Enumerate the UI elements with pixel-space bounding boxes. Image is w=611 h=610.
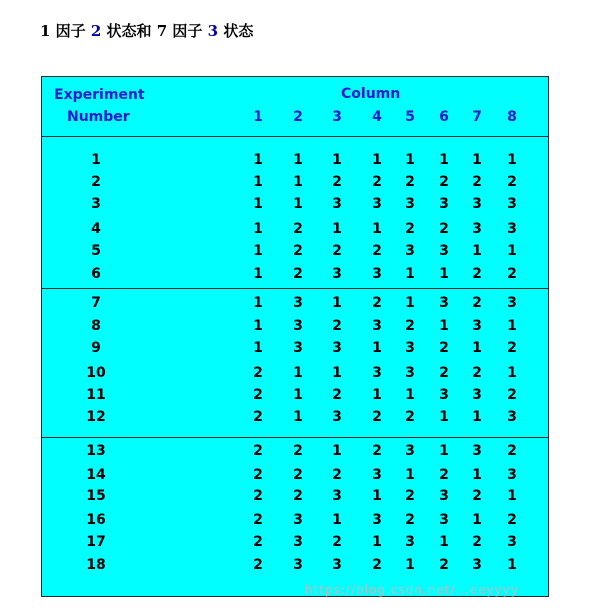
column-number-header: 4 [372,109,382,125]
level-cell: 3 [372,365,382,381]
level-cell: 3 [507,196,517,212]
level-cell: 1 [405,152,415,168]
level-cell: 1 [332,512,342,528]
level-cell: 2 [507,266,517,282]
level-cell: 3 [293,340,303,356]
level-cell: 3 [332,409,342,425]
level-cell: 1 [439,152,449,168]
experiment-number-cell: 16 [86,512,106,528]
level-cell: 1 [405,295,415,311]
column-number-header: 5 [405,109,415,125]
level-cell: 2 [439,221,449,237]
level-cell: 3 [439,295,449,311]
level-cell: 1 [472,512,482,528]
level-cell: 2 [507,443,517,459]
level-cell: 2 [439,340,449,356]
level-cell: 2 [472,295,482,311]
level-cell: 3 [405,340,415,356]
level-cell: 3 [293,295,303,311]
level-cell: 2 [253,409,263,425]
level-cell: 3 [332,557,342,573]
level-cell: 2 [253,365,263,381]
level-cell: 3 [372,467,382,483]
level-cell: 3 [293,318,303,334]
level-cell: 2 [372,295,382,311]
experiment-number-cell: 10 [86,365,106,381]
level-cell: 1 [507,152,517,168]
experiment-label: Experiment [54,87,145,103]
orthogonal-array-table [41,76,549,597]
experiment-number-cell: 14 [86,467,106,483]
level-cell: 1 [293,387,303,403]
level-cell: 2 [253,488,263,504]
group-divider-1 [42,288,548,289]
level-cell: 1 [472,340,482,356]
level-cell: 2 [332,318,342,334]
level-cell: 1 [507,488,517,504]
level-cell: 1 [372,221,382,237]
experiment-number-cell: 3 [91,196,101,212]
level-cell: 3 [405,443,415,459]
level-cell: 2 [472,365,482,381]
level-cell: 2 [372,243,382,259]
level-cell: 3 [332,340,342,356]
level-cell: 2 [332,243,342,259]
level-cell: 1 [332,443,342,459]
level-cell: 2 [439,557,449,573]
level-cell: 3 [507,467,517,483]
level-cell: 1 [507,318,517,334]
level-cell: 1 [253,196,263,212]
level-cell: 2 [293,488,303,504]
level-cell: 1 [372,488,382,504]
level-cell: 1 [439,409,449,425]
experiment-number-cell: 9 [91,340,101,356]
level-cell: 1 [293,196,303,212]
level-cell: 2 [253,512,263,528]
heading-text-1: 1 因子 [40,22,91,40]
column-number-header: 3 [332,109,342,125]
level-cell: 1 [253,221,263,237]
level-cell: 1 [472,409,482,425]
level-cell: 1 [372,387,382,403]
level-cell: 1 [372,152,382,168]
level-cell: 2 [507,387,517,403]
level-cell: 2 [372,557,382,573]
level-cell: 2 [405,409,415,425]
level-cell: 2 [472,534,482,550]
level-cell: 3 [405,243,415,259]
level-cell: 3 [472,221,482,237]
page-heading [40,20,253,41]
level-cell: 2 [293,443,303,459]
level-cell: 2 [332,467,342,483]
level-cell: 3 [372,266,382,282]
level-cell: 2 [253,534,263,550]
level-cell: 2 [472,174,482,190]
level-cell: 3 [507,534,517,550]
level-cell: 2 [405,318,415,334]
level-cell: 1 [332,221,342,237]
level-cell: 3 [405,365,415,381]
level-cell: 1 [332,152,342,168]
level-cell: 3 [405,534,415,550]
level-cell: 3 [472,318,482,334]
column-number-header: 1 [253,109,263,125]
level-cell: 1 [293,152,303,168]
level-cell: 2 [253,467,263,483]
experiment-number-cell: 5 [91,243,101,259]
column-number-header: 7 [472,109,482,125]
level-cell: 2 [293,266,303,282]
group-divider-2 [42,437,548,438]
level-cell: 1 [439,534,449,550]
level-cell: 2 [439,174,449,190]
level-cell: 1 [472,152,482,168]
column-label: Column [341,86,401,102]
level-cell: 1 [332,295,342,311]
level-cell: 1 [507,243,517,259]
experiment-number-cell: 1 [91,152,101,168]
level-cell: 1 [293,365,303,381]
level-cell: 3 [472,196,482,212]
level-cell: 2 [253,443,263,459]
level-cell: 1 [472,467,482,483]
level-cell: 1 [293,409,303,425]
level-cell: 3 [439,196,449,212]
column-number-header: 6 [439,109,449,125]
level-cell: 3 [372,196,382,212]
level-cell: 1 [405,387,415,403]
level-cell: 3 [332,266,342,282]
heading-num-states: 2 [90,22,102,40]
experiment-number-cell: 8 [91,318,101,334]
experiment-number-cell: 7 [91,295,101,311]
column-number-header: 2 [293,109,303,125]
level-cell: 3 [439,512,449,528]
level-cell: 1 [253,318,263,334]
level-cell: 2 [405,512,415,528]
level-cell: 3 [332,488,342,504]
number-label: Number [67,109,130,125]
level-cell: 2 [507,340,517,356]
level-cell: 2 [507,512,517,528]
level-cell: 1 [439,266,449,282]
level-cell: 1 [253,340,263,356]
level-cell: 2 [405,488,415,504]
experiment-number-cell: 2 [91,174,101,190]
level-cell: 1 [439,318,449,334]
level-cell: 2 [372,443,382,459]
level-cell: 2 [472,488,482,504]
level-cell: 2 [405,221,415,237]
level-cell: 1 [372,340,382,356]
level-cell: 3 [472,443,482,459]
level-cell: 2 [472,266,482,282]
watermark: https://blog.csdn.net/...eeyyyy [305,583,519,597]
level-cell: 2 [372,409,382,425]
level-cell: 3 [507,295,517,311]
level-cell: 1 [253,243,263,259]
heading-num-states-2: 3 [207,22,219,40]
level-cell: 1 [372,534,382,550]
level-cell: 1 [253,266,263,282]
level-cell: 1 [472,243,482,259]
experiment-number-cell: 15 [86,488,106,504]
level-cell: 1 [405,467,415,483]
level-cell: 1 [405,266,415,282]
level-cell: 2 [332,534,342,550]
level-cell: 1 [507,557,517,573]
experiment-number-cell: 11 [86,387,106,403]
level-cell: 3 [439,243,449,259]
level-cell: 2 [372,174,382,190]
level-cell: 2 [405,174,415,190]
level-cell: 2 [439,467,449,483]
level-cell: 2 [332,387,342,403]
heading-text-3: 状态 [218,22,254,40]
level-cell: 2 [253,387,263,403]
experiment-number-cell: 12 [86,409,106,425]
level-cell: 2 [332,174,342,190]
level-cell: 2 [293,221,303,237]
level-cell: 3 [472,557,482,573]
experiment-number-cell: 18 [86,557,106,573]
level-cell: 3 [293,512,303,528]
level-cell: 3 [372,512,382,528]
experiment-number-cell: 13 [86,443,106,459]
experiment-number-cell: 4 [91,221,101,237]
level-cell: 3 [293,557,303,573]
level-cell: 3 [507,221,517,237]
column-number-header: 8 [507,109,517,125]
experiment-number-cell: 17 [86,534,106,550]
level-cell: 3 [439,488,449,504]
level-cell: 2 [253,557,263,573]
level-cell: 3 [507,409,517,425]
level-cell: 3 [439,387,449,403]
level-cell: 2 [439,365,449,381]
level-cell: 1 [405,557,415,573]
level-cell: 1 [332,365,342,381]
header-divider [42,136,548,137]
level-cell: 3 [293,534,303,550]
level-cell: 1 [253,174,263,190]
heading-text-2: 状态和 7 因子 [101,22,208,40]
level-cell: 1 [253,295,263,311]
level-cell: 2 [507,174,517,190]
level-cell: 1 [253,152,263,168]
level-cell: 1 [293,174,303,190]
level-cell: 3 [472,387,482,403]
level-cell: 1 [439,443,449,459]
level-cell: 2 [293,243,303,259]
level-cell: 1 [507,365,517,381]
level-cell: 3 [405,196,415,212]
experiment-number-cell: 6 [91,266,101,282]
level-cell: 2 [293,467,303,483]
level-cell: 3 [372,318,382,334]
level-cell: 3 [332,196,342,212]
